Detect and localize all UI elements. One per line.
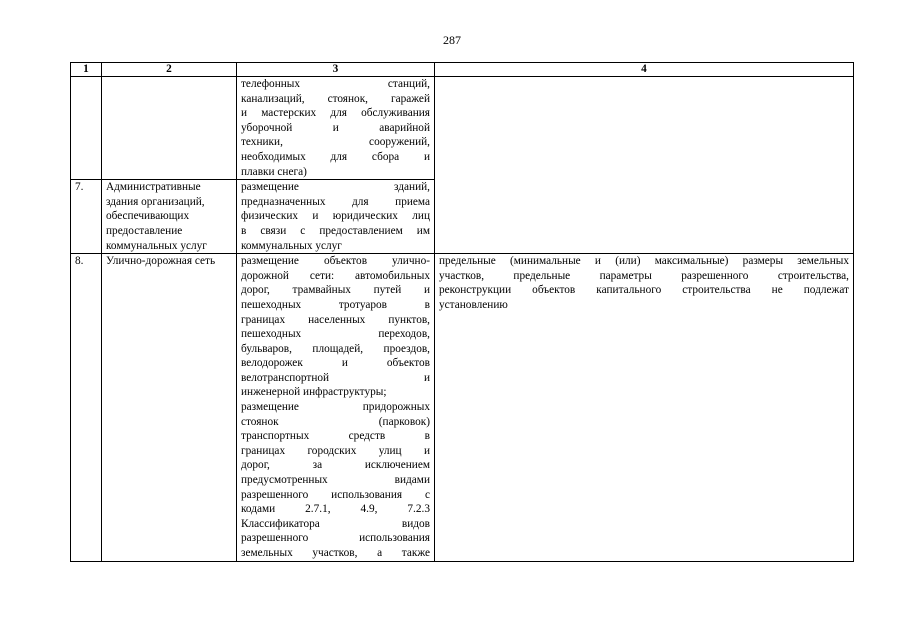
text-line: кодами 2.7.1, 4.9, 7.2.3 (241, 503, 430, 516)
cell-description (237, 180, 435, 254)
text-line: границах городских улиц и (241, 444, 430, 457)
text-line: телефонных станций, (241, 78, 430, 90)
text-line: участков, предельные параметры разрешенного строительства, (439, 269, 849, 282)
text-line: бульваров, площадей, проездов, (241, 342, 430, 355)
text-line: размещение объектов улично- (241, 255, 430, 268)
text-line: обеспечивающих (106, 210, 190, 223)
text-line: границах населенных пунктов, (241, 313, 430, 326)
text-line: велодорожек и объектов (241, 357, 430, 370)
text-line: земельных участков, а также (241, 547, 430, 559)
text-line: разрешенного использования (241, 532, 430, 545)
text-line: предоставление (106, 224, 183, 237)
text-line: необходимых для сбора и (241, 150, 430, 163)
cell-description (237, 77, 435, 180)
text-line: и мастерских для обслуживания (241, 107, 430, 120)
text-line: плавки снега) (241, 165, 307, 178)
text-line: стоянок (парковок) (241, 415, 430, 428)
text-line: транспортных средств в (241, 430, 430, 443)
cell-parameters (435, 254, 854, 561)
cell-description (237, 254, 435, 561)
cell-parameters-empty (435, 77, 854, 254)
header-col-1: 1 (71, 63, 102, 77)
text-line: инженерной инфраструктуры; (241, 386, 387, 399)
table-row-continuation (71, 77, 854, 180)
header-col-2: 2 (102, 63, 237, 77)
text-line: предусмотренных видами (241, 474, 430, 487)
text-line: Классификатора видов (241, 517, 430, 530)
text-line: дорожной сети: автомобильных (241, 269, 430, 282)
text-line: размещение зданий, (241, 181, 430, 194)
text-line: размещение придорожных (241, 401, 430, 414)
text-line: Административные (106, 181, 201, 194)
table-header-row (71, 63, 854, 77)
text-line: уборочной и аварийной (241, 121, 430, 134)
regulations-table (70, 62, 854, 562)
text-line: дорог, за исключением (241, 459, 430, 472)
text-line: коммунальных услуг (106, 239, 207, 252)
text-line: здания организаций, (106, 195, 205, 208)
cell-empty (71, 77, 102, 180)
cell-use-name: Улично-дорожная сеть (102, 254, 237, 561)
text-line: разрешенного использования с (241, 488, 430, 501)
table-row-8 (71, 254, 854, 561)
page-number: 287 (443, 33, 461, 47)
text-line: коммунальных услуг (241, 239, 342, 252)
text-line: дорог, трамвайных путей и (241, 284, 430, 297)
text-line: пешеходных переходов, (241, 328, 430, 341)
cell-use-name (102, 180, 237, 254)
text-line: реконструкции объектов капитального строительства не подлежат (439, 284, 849, 297)
text-line: в связи с предоставлением им (241, 224, 430, 237)
text-line: канализаций, стоянок, гаражей (241, 92, 430, 105)
header-col-4: 4 (435, 63, 854, 77)
text-line: предназначенных для приема (241, 195, 430, 208)
header-col-3: 3 (237, 63, 435, 77)
text-line: предельные (минимальные и (или) максимальные) размеры земельных (439, 255, 849, 268)
row-number: 8. (71, 254, 102, 561)
row-number: 7. (71, 180, 102, 254)
text-line: техники, сооружений, (241, 136, 430, 149)
text-line: велотранспортной и (241, 371, 430, 384)
cell-empty (102, 77, 237, 180)
text-line: физических и юридических лиц (241, 210, 430, 223)
text-line: установлению (439, 298, 508, 311)
text-line: пешеходных тротуаров в (241, 298, 430, 311)
